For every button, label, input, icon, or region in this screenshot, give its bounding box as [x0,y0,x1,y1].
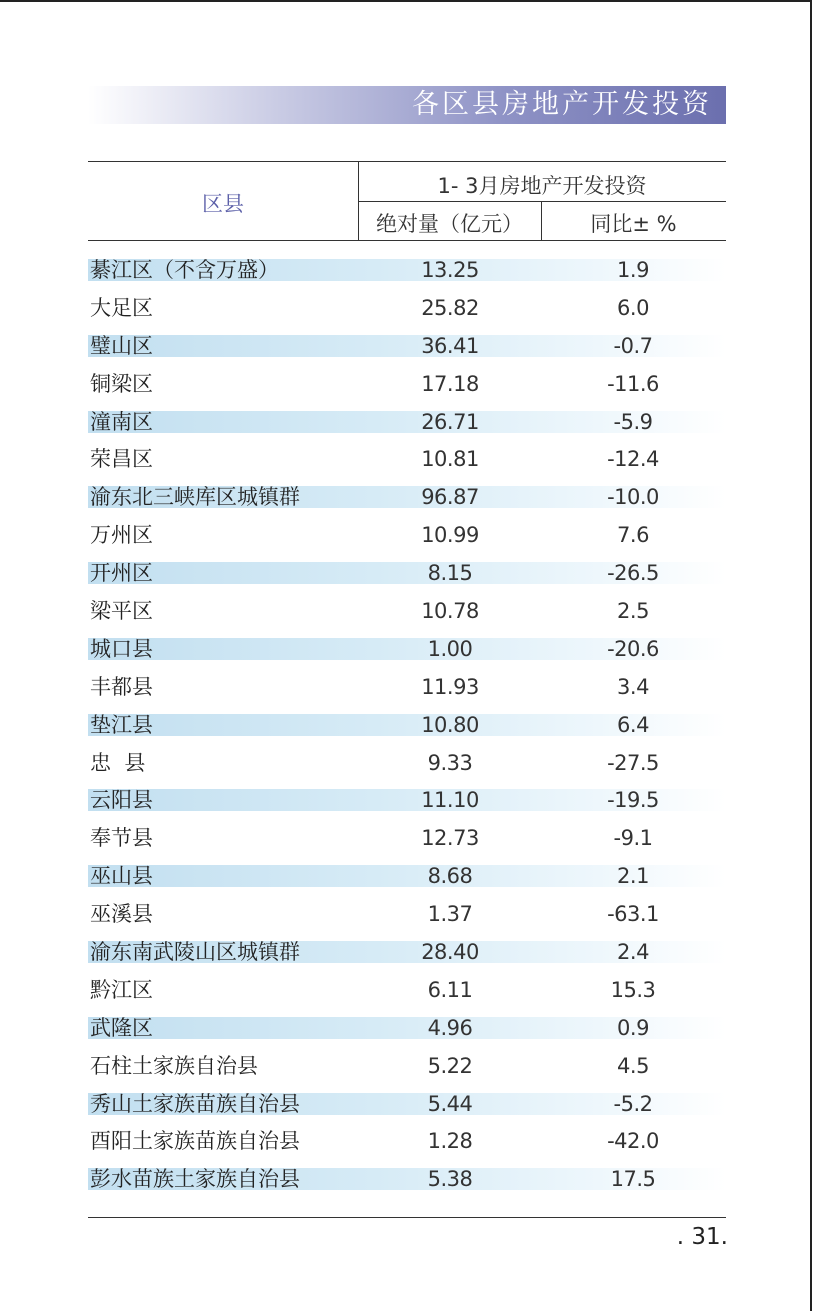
yoy-change-cell: -27.5 [607,750,659,775]
county-name-cell: 秀山土家族苗族自治县 [90,1091,300,1116]
yoy-change-cell: -5.9 [613,409,653,434]
absolute-amount-cell: 6.11 [427,977,473,1002]
yoy-change-cell: 3.4 [617,674,649,699]
county-name-cell: 黔江区 [90,977,153,1002]
yoy-change-cell: -20.6 [607,636,659,661]
absolute-amount-cell: 28.40 [421,940,479,965]
absolute-amount-cell: 5.38 [427,1167,473,1192]
table-row [88,1127,726,1165]
absolute-amount-cell: 5.22 [427,1053,473,1078]
yoy-change-cell: -5.2 [613,1091,653,1116]
header-bottom-rule [88,240,726,241]
county-name-cell: 奉节县 [90,826,153,851]
county-name-cell: 垫江县 [90,712,153,737]
absolute-amount-cell: 13.25 [421,258,479,282]
county-name-cell: 酉阳土家族苗族自治县 [90,1129,300,1154]
table-body [88,256,726,1203]
county-name-cell: 城口县 [90,636,153,661]
absolute-amount-cell: 1.00 [427,636,473,661]
yoy-change-cell: 6.0 [617,295,649,320]
table-row [88,294,726,332]
table-row [88,976,726,1014]
table-row [88,635,726,673]
county-name-cell: 武隆区 [90,1015,153,1040]
yoy-change-cell: 2.1 [617,864,649,889]
yoy-change-cell: 17.5 [610,1167,656,1192]
table-row [88,370,726,408]
header-yoy-change: 同比± % [590,212,677,236]
absolute-amount-cell: 96.87 [421,485,479,510]
yoy-change-cell: -0.7 [613,333,653,358]
county-name-cell: 渝东北三峡库区城镇群 [90,485,300,510]
absolute-amount-cell: 10.81 [421,447,479,472]
table-row [88,1014,726,1052]
table-row [88,559,726,597]
table-row [88,862,726,900]
absolute-amount-cell: 1.37 [427,902,473,927]
yoy-change-cell: -19.5 [607,788,659,813]
county-name-cell: 梁平区 [90,599,153,624]
yoy-change-cell: 15.3 [610,977,656,1002]
yoy-change-cell: 4.5 [617,1053,649,1078]
table-row [88,1165,726,1203]
page-top-border [0,0,812,2]
absolute-amount-cell: 26.71 [421,409,479,434]
table-row [88,900,726,938]
absolute-amount-cell: 4.96 [427,1015,473,1040]
table-row [88,938,726,976]
table-row [88,597,726,635]
yoy-change-cell: -26.5 [607,561,659,586]
absolute-amount-cell: 25.82 [421,295,479,320]
yoy-change-cell: 7.6 [617,523,649,548]
county-name-cell: 开州区 [90,561,153,586]
table-row [88,673,726,711]
yoy-change-cell: -9.1 [613,826,653,851]
yoy-change-cell: -63.1 [607,902,659,927]
section-banner [88,86,726,124]
table-row [88,483,726,521]
yoy-change-cell: -10.0 [607,485,659,510]
page-number: . 31. [676,1224,728,1250]
yoy-change-cell: 6.4 [617,712,649,737]
county-name-cell: 大足区 [90,295,153,320]
absolute-amount-cell: 17.18 [421,371,479,396]
yoy-change-cell: 2.4 [617,940,649,965]
table-row [88,824,726,862]
table-row [88,711,726,749]
absolute-amount-cell: 10.78 [421,599,479,624]
absolute-amount-cell: 11.93 [421,674,479,699]
table-row [88,786,726,824]
county-name-cell: 綦江区（不含万盛） [90,258,279,282]
absolute-amount-cell: 8.68 [427,864,473,889]
table-row [88,332,726,370]
county-name-cell: 万州区 [90,523,153,548]
table-row [88,445,726,483]
county-name-cell: 石柱土家族自治县 [90,1053,258,1078]
header-investment-group: 1- 3月房地产开发投资 [437,174,647,198]
county-name-cell: 巫溪县 [90,902,153,927]
header-absolute-amount: 绝对量（亿元） [376,212,523,236]
yoy-change-cell: -12.4 [607,447,659,472]
county-name-cell: 丰都县 [90,674,153,699]
county-name-cell: 荣昌区 [90,447,153,472]
table-row [88,1090,726,1128]
page-right-border [810,0,812,1311]
absolute-amount-cell: 8.15 [427,561,473,586]
county-name-cell: 潼南区 [90,409,153,434]
county-name-cell: 忠 县 [90,750,146,775]
county-name-cell: 璧山区 [90,333,153,358]
absolute-amount-cell: 11.10 [421,788,479,813]
header-mid-rule [358,201,726,202]
county-name-cell: 巫山县 [90,864,153,889]
county-name-cell: 铜梁区 [90,371,153,396]
footer-rule [88,1217,726,1218]
yoy-change-cell: -42.0 [607,1129,659,1154]
yoy-change-cell: 0.9 [617,1015,649,1040]
absolute-amount-cell: 36.41 [421,333,479,358]
yoy-change-cell: -11.6 [607,371,659,396]
yoy-change-cell: 1.9 [617,258,649,282]
absolute-amount-cell: 5.44 [427,1091,473,1116]
absolute-amount-cell: 1.28 [427,1129,473,1154]
table-top-rule [88,161,726,162]
absolute-amount-cell: 10.99 [421,523,479,548]
county-name-cell: 彭水苗族土家族自治县 [90,1167,300,1192]
absolute-amount-cell: 12.73 [421,826,479,851]
header-county: 区县 [202,192,244,216]
county-name-cell: 云阳县 [90,788,153,813]
table-row [88,408,726,446]
county-name-cell: 渝东南武陵山区城镇群 [90,940,300,965]
table-row [88,749,726,787]
table-row [88,521,726,559]
table-row [88,256,726,294]
table-row [88,1052,726,1090]
section-title: 各区县房地产开发投资 [412,89,712,120]
absolute-amount-cell: 9.33 [427,750,473,775]
absolute-amount-cell: 10.80 [421,712,479,737]
yoy-change-cell: 2.5 [617,599,649,624]
